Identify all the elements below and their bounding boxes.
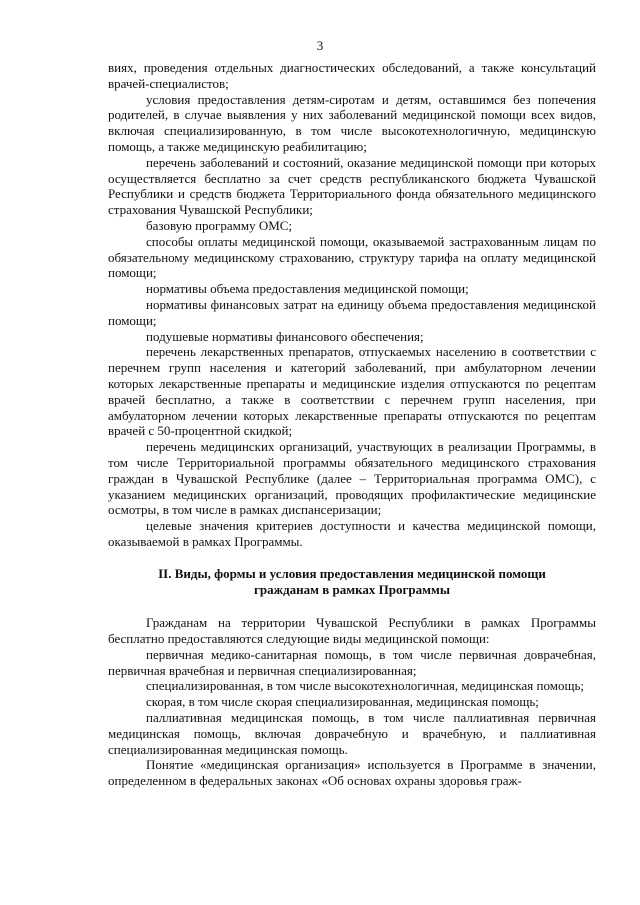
paragraph: Гражданам на территории Чувашской Республики в рамках Программы бесплатно предоставляются следующие виды медицинской помощи:: [108, 615, 596, 647]
document-body: [108, 60, 596, 789]
paragraph: подушевые нормативы финансового обеспечения;: [146, 328, 424, 344]
paragraph: перечень заболеваний и состояний, оказание медицинской помощи при которых осуществляется бесплатно за счет средств республиканского бюджета Чувашской Республики и средств бюджета Территориального фонда обязательного медицинского страхования Чувашской Республики;: [108, 154, 596, 218]
paragraph: условия предоставления детям-сиротам и детям, оставшимся без попечения родителей, в случае выявления у них заболеваний медицинской помощи всех видов, включая специализированную, в том числе высокотехнологичную, медицинскую помощь, а также медицинскую реабилитацию;: [108, 91, 596, 154]
section-heading: [108, 566, 596, 598]
paragraph: способы оплаты медицинской помощи, оказываемой застрахованным лицам по обязательному медицинскому страхованию, структуру тарифа на оплату медицинской помощи;: [108, 233, 596, 281]
paragraph: паллиативная медицинская помощь, в том числе паллиативная первичная медицинская помощь, включая доврачебную и врачебную, и паллиативная специализированная медицинская помощь.: [108, 710, 596, 757]
paragraph: базовую программу ОМС;: [146, 217, 293, 233]
paragraph: целевые значения критериев доступности и качества медицинской помощи, оказываемой в рамках Программы.: [108, 518, 596, 549]
paragraph: Понятие «медицинская организация» используется в Программе в значении, определенном в федеральных законах «Об основах охраны здоровья граж-: [108, 757, 596, 789]
paragraph: первичная медико-санитарная помощь, в том числе первичная доврачебная, первичная врачебная и первичная специализированная;: [108, 646, 596, 678]
paragraph: перечень медицинских организаций, участвующих в реализации Программы, в том числе Территориальной программы обязательного медицинского страхования граждан в Чувашской Республике (далее – Территориальная программа ОМС), с указанием медицинских организаций, проводящих профилактические медицинские осмотры, в том числе в рамках диспансеризации;: [108, 439, 596, 518]
paragraph: нормативы финансовых затрат на единицу объема предоставления медицинской помощи;: [108, 296, 596, 328]
paragraph: скорая, в том числе скорая специализированная, медицинская помощь;: [146, 694, 539, 710]
paragraph: специализированная, в том числе высокотехнологичная, медицинская помощь;: [146, 678, 584, 694]
page-number: 3: [316, 38, 324, 53]
section-heading-line-2: гражданам в рамках Программы: [254, 581, 450, 597]
paragraph: нормативы объема предоставления медицинской помощи;: [146, 281, 469, 297]
paragraph: виях, проведения отдельных диагностических обследований, а также консультаций врачей-специалистов;: [108, 60, 596, 91]
paragraph: перечень лекарственных препаратов, отпускаемых населению в соответствии с перечнем групп населения и категорий заболеваний, при амбулаторном лечении которых лекарственные препараты и медицинские изделия отпускаются по рецептам врачей бесплатно, а также в соответствии с перечнем групп населения, при амбулаторном лечении которых лекарственные препараты отпускаются по рецептам врачей с 50-процентной скидкой;: [108, 344, 596, 439]
section-heading-line-1: II. Виды, формы и условия предоставления медицинской помощи: [158, 565, 546, 581]
